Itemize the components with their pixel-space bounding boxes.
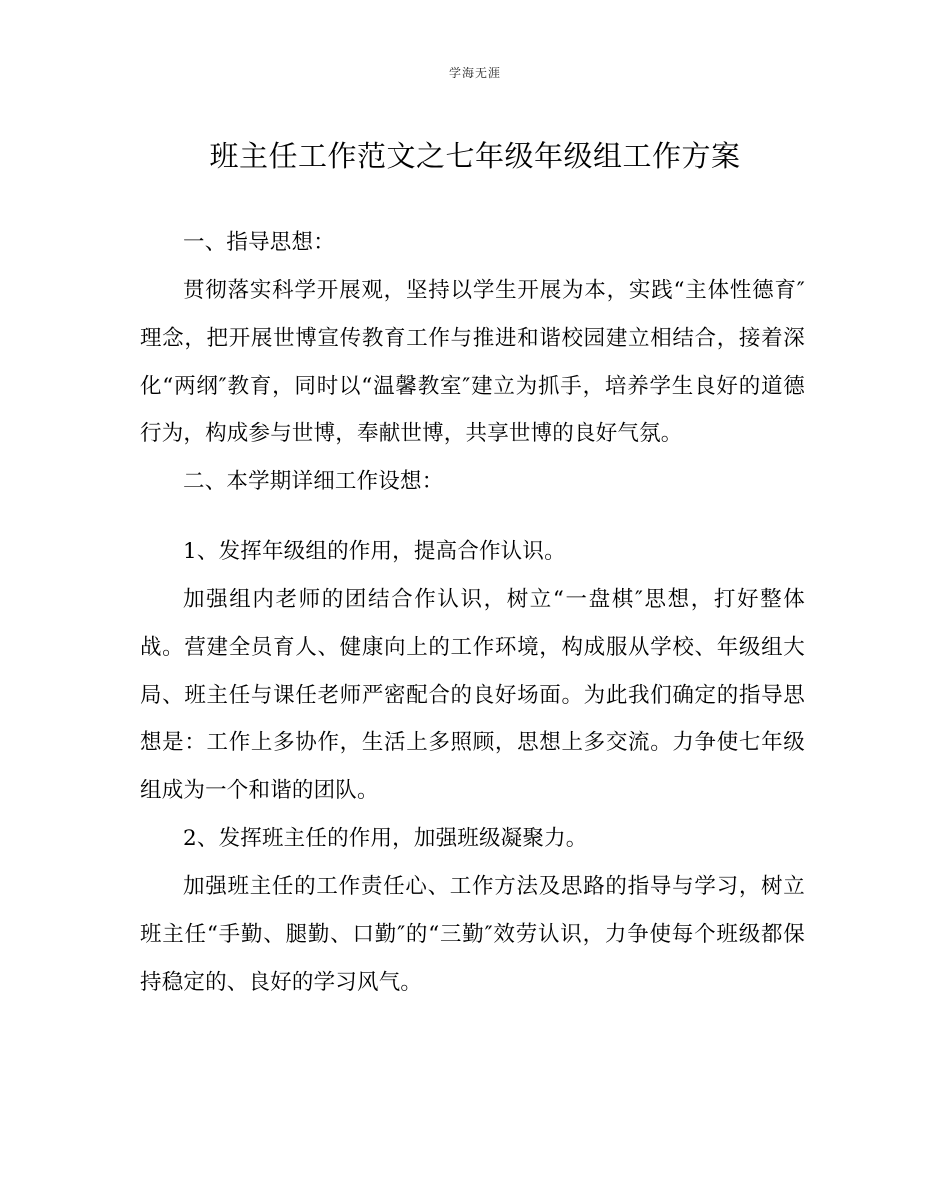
section-heading: 二、本学期详细工作设想： [183,469,444,494]
page-header: 学海无涯 [448,66,501,80]
subsection-paragraph: 加强组内老师的团结合作认识，树立“一盘棋″思想，打好整体战。营建全员育人、健康向上的工作环境，构成服从学校、年级组大局、班主任与课任老师严密配合的良好场面。为此我们确定的指导思想是：工作上多协作，生活上多照顾，思想上多交流。力争使七年级组成为一个和谐的团队。 [140,587,805,804]
subsection-heading: 2、发挥班主任的作用，加强班级凝聚力。 [183,826,588,851]
subsection-heading: 1、发挥年级组的作用，提高合作认识。 [183,539,566,564]
document-title: 班主任工作范文之七年级年级组工作方案 [209,139,741,173]
section-paragraph: 贯彻落实科学开展观，坚持以学生开展为本，实践“主体性德育″理念，把开展世博宣传教育工作与推进和谐校园建立相结合，接着深化“两纲″教育，同时以“温馨教室″建立为抓手，培养学生良好的道德行为，构成参与世博，奉献世博，共享世博的良好气氛。 [140,278,805,447]
subsection-paragraph: 加强班主任的工作责任心、工作方法及思路的指导与学习，树立班主任“手勤、腿勤、口勤″的“三勤″效劳认识，力争使每个班级都保持稳定的、良好的学习风气。 [140,874,805,995]
section-heading: 一、指导思想： [183,230,335,255]
